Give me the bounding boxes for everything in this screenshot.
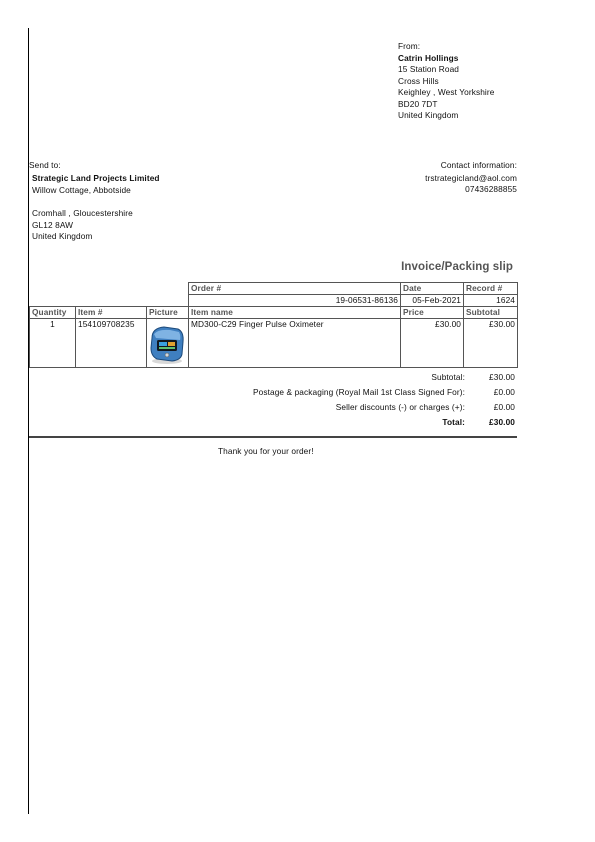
total-value: £30.00 xyxy=(489,417,515,427)
order-values-row xyxy=(30,295,518,307)
thank-you-note: Thank you for your order! xyxy=(218,446,314,456)
total-label: Total: xyxy=(442,417,465,427)
recipient-address xyxy=(32,173,160,196)
subtotal-value: £30.00 xyxy=(489,372,515,382)
discount-row xyxy=(29,401,517,416)
quantity-header: Quantity xyxy=(30,307,76,319)
item-picture xyxy=(147,319,189,368)
order-table xyxy=(29,282,518,368)
item-name-header: Item name xyxy=(189,307,401,319)
record-header: Record # xyxy=(464,283,518,295)
item-number: 154109708235 xyxy=(76,319,147,368)
sender-line: United Kingdom xyxy=(398,110,459,120)
contact-email: trstrategicland@aol.com xyxy=(425,172,517,183)
recipient-name: Strategic Land Projects Limited xyxy=(32,173,160,183)
totals-block xyxy=(29,371,517,431)
subtotal-row xyxy=(29,371,517,386)
document-title: Invoice/Packing slip xyxy=(401,261,513,273)
discount-label: Seller discounts (-) or charges (+): xyxy=(335,402,465,412)
recipient-line: Cromhall , Gloucestershire xyxy=(32,208,133,218)
order-number-header: Order # xyxy=(189,283,401,295)
recipient-line: Willow Cottage, Abbotside xyxy=(32,184,131,195)
divider xyxy=(29,436,517,438)
sender-line: 15 Station Road xyxy=(398,64,460,74)
price-header: Price xyxy=(401,307,464,319)
pulse-oximeter-image xyxy=(148,320,186,366)
subtotal-header: Subtotal xyxy=(464,307,518,319)
item-price: £30.00 xyxy=(401,319,464,368)
contact-label: Contact information: xyxy=(440,160,517,170)
send-to-label: Send to: xyxy=(29,160,61,170)
contact-info xyxy=(425,160,517,196)
recipient-address-cont xyxy=(32,208,133,243)
item-subtotal: £30.00 xyxy=(464,319,518,368)
order-header-row xyxy=(30,283,518,295)
recipient-line: GL12 8AW xyxy=(32,219,74,230)
sender-line: Cross Hills xyxy=(398,75,439,86)
total-row xyxy=(29,416,517,431)
picture-header: Picture xyxy=(147,307,189,319)
sender-line: BD20 7DT xyxy=(398,98,438,109)
sender-address xyxy=(398,41,494,122)
recipient-line: United Kingdom xyxy=(32,231,93,241)
table-row xyxy=(30,319,518,368)
record-number: 1624 xyxy=(464,295,518,307)
sender-name: Catrin Hollings xyxy=(398,52,459,63)
item-number-header: Item # xyxy=(76,307,147,319)
subtotal-label: Subtotal: xyxy=(431,372,465,382)
order-number: 19-06531-86136 xyxy=(189,295,401,307)
item-name: MD300-C29 Finger Pulse Oximeter xyxy=(189,319,401,368)
order-date: 05-Feb-2021 xyxy=(401,295,464,307)
postage-value: £0.00 xyxy=(493,387,515,397)
from-label: From: xyxy=(398,41,421,51)
discount-value: £0.00 xyxy=(493,402,515,412)
sender-line: Keighley , West Yorkshire xyxy=(398,87,495,97)
items-header-row xyxy=(30,307,518,319)
contact-phone: 07436288855 xyxy=(465,184,517,194)
date-header: Date xyxy=(401,283,464,295)
postage-row xyxy=(29,386,517,401)
item-quantity: 1 xyxy=(30,319,76,368)
postage-label: Postage & packaging (Royal Mail 1st Class Signed For): xyxy=(253,387,465,397)
